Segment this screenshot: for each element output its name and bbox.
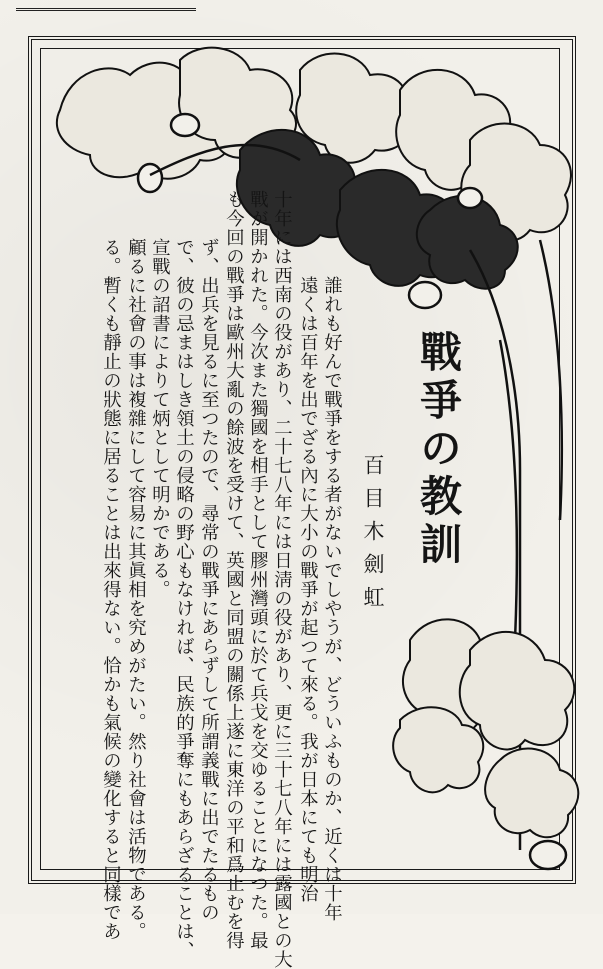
acorn-icon bbox=[409, 282, 441, 308]
body-column-7: で、彼の忌まはしき領土の侵略の野心もなければ、民族的爭奪にもあらざることは、 bbox=[173, 238, 195, 960]
body-column-3: 十年には西南の役があり、二十七八年には日淸の役があり、更に三十七八年には露國との大 bbox=[271, 190, 293, 969]
acorn-icon bbox=[138, 164, 162, 192]
oak-leaf-icon bbox=[485, 749, 578, 838]
article-author: 百目木劍虹 bbox=[361, 454, 385, 619]
branch-stem bbox=[540, 240, 562, 520]
body-column-4: 戰が開かれた。今次また獨國を相手として膠州灣頭に於て兵戈を交ゆることになつた。最 bbox=[247, 190, 269, 950]
body-column-10: る。暫くも靜止の狀態に居ることは出來得ない。恰かも氣候の變化すると同樣であ bbox=[100, 238, 122, 941]
acorn-icon bbox=[458, 188, 482, 208]
body-column-8: 宣戰の詔書によりて炳として明かである。 bbox=[149, 238, 171, 599]
body-column-2: 遠くは百年を出でざる內に大小の戰爭が起つて來る。我が日本にても明治 bbox=[297, 276, 319, 903]
article-title: 戰爭の教訓 bbox=[414, 330, 463, 570]
acorn-icon bbox=[171, 114, 199, 136]
acorn-icon bbox=[530, 841, 566, 869]
body-column-1: 誰れも好んで戰爭をする者がないでしやうが、どういふものか、近くは十年 bbox=[321, 276, 343, 922]
body-column-5: も今回の戰爭は歐州大亂の餘波を受けて、英國と同盟の關係上遂に東洋の平和爲止むを得 bbox=[223, 190, 245, 950]
body-column-6: ず、出兵を見るに至つたので、尋常の戰爭にあらずして所謂義戰に出でたるもの bbox=[198, 238, 220, 922]
body-column-9: 顧るに社會の事は複雜にして容易に其眞相を究めがたい。然り社會は活物である。 bbox=[125, 238, 147, 941]
